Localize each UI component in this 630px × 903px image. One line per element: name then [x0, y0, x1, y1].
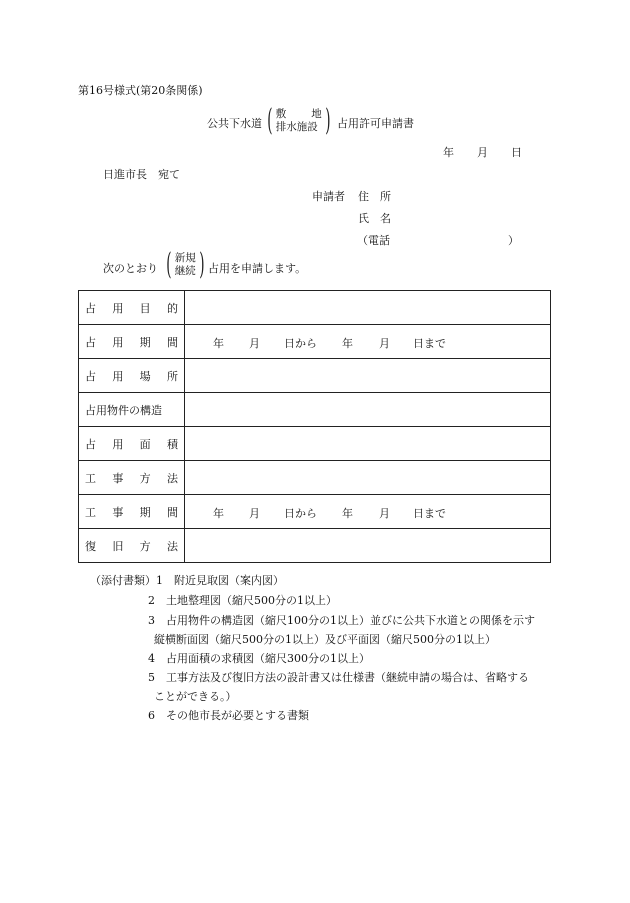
label-char: 占 [85, 369, 96, 383]
label-structure: 占用物件の構造 [79, 393, 185, 427]
table-row-restoration-method [79, 529, 551, 563]
title-option-stack [276, 108, 322, 134]
label-period [79, 325, 185, 359]
period-to-day: 日まで [413, 337, 446, 350]
value-location[interactable] [185, 359, 551, 393]
period-from-month: 月 [249, 507, 260, 520]
attachment-item: 5 工事方法及び復旧方法の設計書又は仕様書（継続申請の場合は、省略する [148, 671, 529, 684]
label-char: 方 [139, 539, 151, 553]
label-location [79, 359, 185, 393]
label-char: 用 [112, 437, 124, 451]
title-suffix: 占用許可申請書 [337, 117, 414, 130]
applicant-name-label: 氏 名 [358, 212, 391, 225]
title-option-top [276, 108, 322, 121]
right-bracket: ) [324, 103, 331, 138]
label-char: 法 [166, 471, 178, 485]
label-construction-method [79, 461, 185, 495]
label-char: 的 [166, 301, 178, 315]
left-bracket: ( [267, 103, 273, 138]
label-char: 期 [139, 505, 151, 519]
title-option-bracket [264, 103, 333, 138]
date-year-label: 年 [443, 146, 454, 159]
period-to-day: 日まで [413, 507, 446, 520]
table-row-location [79, 359, 551, 393]
attachment-item: 4 占用面積の求積図（縮尺300分の1以上） [148, 652, 370, 665]
label-char: 積 [166, 437, 178, 451]
label-char: 間 [166, 505, 178, 519]
period-to-year: 年 [342, 507, 353, 520]
attachment-item: 3 占用物件の構造図（縮尺100分の1以上）並びに公共下水道との関係を示す [148, 614, 535, 627]
attachment-item: 6 その他市長が必要とする書類 [148, 709, 309, 722]
label-char: 目 [139, 301, 151, 315]
table-row-area [79, 427, 551, 461]
label-char: 法 [166, 539, 178, 553]
label-char: 工 [85, 471, 96, 485]
request-prefix: 次のとおり [103, 262, 158, 275]
attachment-item: 2 土地整理図（縮尺500分の1以上） [148, 594, 337, 607]
label-char: 事 [112, 471, 124, 485]
request-suffix: 占用を申請します。 [208, 262, 307, 275]
value-restoration-method[interactable] [185, 529, 551, 563]
table-row-purpose [79, 291, 551, 325]
applicant-label: 申請者 [312, 190, 345, 203]
label-char: 復 [85, 539, 96, 553]
period-from-year: 年 [213, 507, 224, 520]
request-option-stack [175, 252, 196, 278]
label-char: 用 [112, 335, 124, 349]
label-char: 工 [85, 505, 96, 519]
value-period[interactable] [185, 325, 551, 359]
title-prefix: 公共下水道 [207, 117, 262, 130]
label-char: 面 [139, 437, 151, 451]
title-option-bottom: 排水施設 [275, 121, 318, 133]
label-construction-period [79, 495, 185, 529]
date-day-label: 日 [511, 146, 522, 159]
period-to-month: 月 [379, 507, 390, 520]
label-char: 所 [166, 369, 178, 383]
table-row-construction-period [79, 495, 551, 529]
period-to-month: 月 [379, 337, 390, 350]
label-char: 用 [112, 369, 124, 383]
label-char: 占 [85, 437, 96, 451]
label-char: 占 [85, 301, 96, 315]
label-restoration-method [79, 529, 185, 563]
label-char: 方 [139, 471, 151, 485]
value-area[interactable] [185, 427, 551, 461]
period-from-month: 月 [249, 337, 260, 350]
applicant-phone-open: （電話 [357, 234, 390, 247]
value-construction-period[interactable] [185, 495, 551, 529]
left-bracket: ( [166, 247, 172, 282]
attachment-item-continued: ことができる。） [154, 690, 237, 703]
request-option-bracket [163, 247, 207, 282]
table-row-structure [79, 393, 551, 427]
table-row-construction-method [79, 461, 551, 495]
period-to-year: 年 [342, 337, 353, 350]
table-row-period [79, 325, 551, 359]
form-number: 第16号様式(第20条関係) [78, 84, 203, 97]
period-from-year: 年 [213, 337, 224, 350]
value-purpose[interactable] [185, 291, 551, 325]
label-area [79, 427, 185, 461]
label-purpose [79, 291, 185, 325]
label-char: 間 [166, 335, 178, 349]
label-char: 事 [112, 505, 124, 519]
right-bracket: ) [198, 247, 205, 282]
date-month-label: 月 [477, 146, 488, 159]
label-char: 用 [112, 301, 124, 315]
value-construction-method[interactable] [185, 461, 551, 495]
title-option-top-1: 敷 [275, 108, 287, 120]
period-from-day: 日から [284, 507, 317, 520]
label-char: 期 [139, 335, 151, 349]
label-char: 場 [139, 369, 151, 383]
request-option-top: 新規 [174, 252, 196, 264]
attachment-item-continued: 縦横断面図（縮尺500分の1以上）及び平面図（縮尺500分の1以上） [154, 633, 496, 646]
applicant-address-label: 住 所 [358, 190, 391, 203]
value-structure[interactable] [185, 393, 551, 427]
label-char: 占 [85, 335, 96, 349]
addressee: 日進市長 宛て [103, 168, 180, 181]
applicant-phone-close: ） [508, 234, 519, 247]
occupancy-table [78, 290, 551, 563]
title-option-top-2: 地 [311, 108, 322, 120]
request-option-bottom: 継続 [174, 265, 196, 277]
label-char: 旧 [112, 539, 124, 553]
attachments-heading: （添付書類）1 附近見取図（案内図） [90, 574, 284, 587]
period-from-day: 日から [284, 337, 317, 350]
